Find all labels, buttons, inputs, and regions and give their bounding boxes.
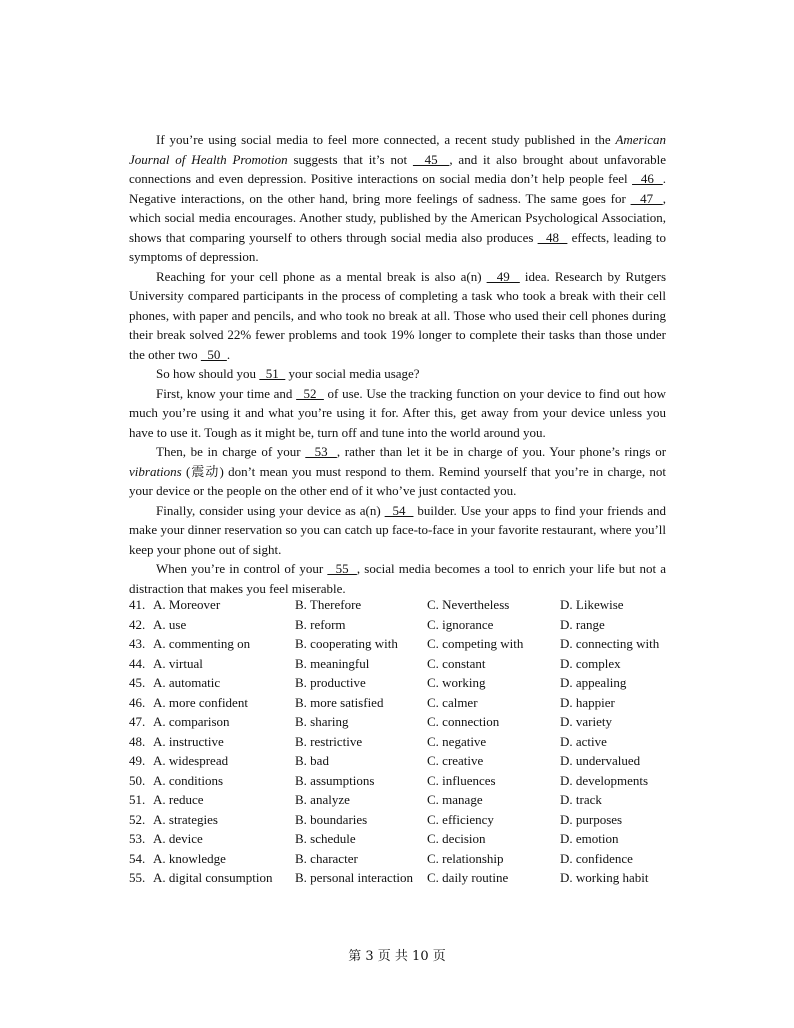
question-row bbox=[129, 732, 669, 752]
option-d: D. purposes bbox=[560, 811, 623, 827]
question-row bbox=[129, 790, 669, 810]
option-c: C. efficiency bbox=[427, 811, 494, 827]
option-a: A. widespread bbox=[153, 753, 229, 768]
blank-51: 51 bbox=[259, 366, 286, 381]
question-row bbox=[129, 771, 669, 791]
question-row bbox=[129, 595, 669, 615]
option-b: B. more satisfied bbox=[295, 694, 384, 710]
question-number: 50. bbox=[129, 772, 146, 788]
option-a: A. Moreover bbox=[153, 597, 221, 612]
question-row bbox=[129, 810, 669, 830]
option-a: A. automatic bbox=[153, 675, 221, 690]
option-a: A. reduce bbox=[153, 792, 204, 807]
question-number: 51. bbox=[129, 792, 146, 807]
paragraph-1: If you’re using social media to feel more connected, a recent study published in the American Journal of Health Promotion suggests that it’s not 45 , and it also brought about unfavorable connections and even depression. Positive interactions on social media don’t help people feel 46 . Negative interactions, on the other hand, bring more feelings of sadness. The same goes for 47 , which social media encourages. Another study, published by the American Psychological Association, shows that comparing yourself to others through social media also produces 48 effects, leading to symptoms of depression. bbox=[129, 132, 667, 264]
question-row bbox=[129, 615, 669, 635]
option-a: A. device bbox=[153, 831, 203, 846]
question-number: 54. bbox=[129, 850, 146, 866]
question-number: 45. bbox=[129, 675, 146, 690]
blank-49: 49 bbox=[486, 268, 520, 284]
question-number: 47. bbox=[129, 714, 146, 729]
cloze-passage bbox=[129, 130, 666, 598]
paragraph-7: When you’re in control of your 55 , social media becomes a tool to enrich your life but not a distraction that makes you feel miserable. bbox=[129, 561, 667, 596]
paragraph-2: Reaching for your cell phone as a mental break is also a(n) 49 idea. Research by Rutgers University compared participants in the process of completing a task who took a break with their cell phones, with paper and pencils, and who took no break at all. Those who used their cell phones during their break solved 22% fewer problems and took 19% longer to complete their tasks than those under the other two 50 . bbox=[129, 268, 666, 362]
question-number: 48. bbox=[129, 733, 146, 749]
paragraph-4: First, know your time and 52 of use. Use the tracking function on your device to find out how much you’re using it and what you’re using it for. After this, get away from your device unless you have to use it. Tough as it might be, turn off and tune into the world around you. bbox=[129, 385, 667, 440]
option-c: C. competing with bbox=[427, 636, 524, 651]
option-b: B. Therefore bbox=[295, 597, 362, 612]
question-row bbox=[129, 654, 669, 674]
question-row bbox=[129, 712, 669, 732]
blank-46: 46 bbox=[632, 171, 663, 186]
question-number: 49. bbox=[129, 753, 146, 768]
option-c: C. constant bbox=[427, 655, 486, 671]
option-c: C. calmer bbox=[427, 694, 478, 710]
paragraph-6: Finally, consider using your device as a(n) 54 builder. Use your apps to find your friends and make your dinner reservation so you can catch up face-to-face in your favorite restaurant, where you’ll keep your phone out of sight. bbox=[129, 502, 667, 557]
option-d: D. emotion bbox=[560, 831, 619, 846]
option-c: C. daily routine bbox=[427, 870, 509, 885]
blank-55: 55 bbox=[327, 561, 357, 576]
question-number: 53. bbox=[129, 831, 146, 846]
question-number: 44. bbox=[129, 655, 146, 671]
option-d: D. active bbox=[560, 733, 607, 749]
option-d: D. undervalued bbox=[560, 753, 641, 768]
option-b: B. productive bbox=[295, 675, 366, 690]
question-row bbox=[129, 849, 669, 869]
blank-48: 48 bbox=[537, 229, 568, 245]
option-b: B. sharing bbox=[295, 714, 349, 729]
question-row bbox=[129, 634, 669, 654]
question-row bbox=[129, 829, 669, 849]
option-b: B. restrictive bbox=[295, 733, 363, 749]
option-b: B. schedule bbox=[295, 831, 356, 846]
option-c: C. decision bbox=[427, 831, 486, 846]
option-a: A. conditions bbox=[153, 772, 224, 788]
blank-53: 53 bbox=[305, 444, 337, 459]
option-b: B. bad bbox=[295, 753, 329, 768]
option-c: C. working bbox=[427, 675, 486, 690]
page-footer: 第 3 页 共 10 页 bbox=[348, 949, 446, 964]
option-d: D. range bbox=[560, 616, 605, 632]
option-c: C. manage bbox=[427, 792, 483, 807]
option-a: A. digital consumption bbox=[153, 870, 273, 885]
option-a: A. commenting on bbox=[153, 636, 251, 651]
option-d: D. appealing bbox=[560, 675, 627, 690]
question-row bbox=[129, 693, 669, 713]
question-row bbox=[129, 868, 669, 888]
option-c: C. creative bbox=[427, 753, 484, 768]
option-a: A. strategies bbox=[153, 811, 218, 827]
option-c: C. Nevertheless bbox=[427, 597, 510, 612]
blank-45: 45 bbox=[412, 151, 450, 167]
option-d: D. Likewise bbox=[560, 597, 624, 612]
question-number: 46. bbox=[129, 694, 146, 710]
option-b: B. analyze bbox=[295, 792, 350, 807]
answer-options bbox=[129, 595, 669, 888]
vibrations-word: vibrations bbox=[129, 463, 182, 479]
paragraph-3: So how should you 51 your social media usage? bbox=[156, 366, 420, 381]
option-d: D. connecting with bbox=[560, 636, 660, 651]
option-c: C. negative bbox=[427, 733, 487, 749]
blank-54: 54 bbox=[384, 502, 414, 518]
option-a: A. instructive bbox=[153, 733, 224, 749]
blank-52: 52 bbox=[296, 385, 324, 401]
option-b: B. character bbox=[295, 850, 358, 866]
option-a: A. comparison bbox=[153, 714, 230, 729]
question-row bbox=[129, 751, 669, 771]
option-c: C. connection bbox=[427, 714, 500, 729]
option-c: C. influences bbox=[427, 772, 496, 788]
option-b: B. boundaries bbox=[295, 811, 368, 827]
paragraph-5: Then, be in charge of your 53 , rather than let it be in charge of you. Your phone’s rings or vibrations (震动) don’t mean you must respond to them. Remind yourself that you’re in charge, not your device or the people on the other end of it who’ve just contacted you. bbox=[129, 444, 667, 498]
option-a: A. virtual bbox=[153, 655, 203, 671]
option-d: D. developments bbox=[560, 772, 649, 788]
option-d: D. confidence bbox=[560, 850, 633, 866]
option-d: D. variety bbox=[560, 714, 612, 729]
option-a: A. use bbox=[153, 616, 187, 632]
question-number: 52. bbox=[129, 811, 146, 827]
question-number: 41. bbox=[129, 597, 146, 612]
option-d: D. working habit bbox=[560, 870, 649, 885]
question-row bbox=[129, 673, 669, 693]
blank-50: 50 bbox=[200, 346, 227, 362]
option-d: D. track bbox=[560, 792, 602, 807]
blank-47: 47 bbox=[630, 190, 663, 206]
option-d: D. happier bbox=[560, 694, 615, 710]
option-d: D. complex bbox=[560, 655, 621, 671]
journal-title: American Journal of Health Promotion bbox=[129, 132, 666, 167]
option-a: A. more confident bbox=[153, 694, 248, 710]
question-number: 55. bbox=[129, 870, 146, 885]
option-b: B. assumptions bbox=[295, 772, 375, 788]
option-c: C. ignorance bbox=[427, 616, 494, 632]
option-b: B. reform bbox=[295, 616, 346, 632]
option-b: B. meaningful bbox=[295, 655, 370, 671]
question-number: 42. bbox=[129, 616, 146, 632]
option-c: C. relationship bbox=[427, 850, 504, 866]
question-number: 43. bbox=[129, 636, 146, 651]
option-b: B. personal interaction bbox=[295, 870, 414, 885]
option-b: B. cooperating with bbox=[295, 636, 398, 651]
option-a: A. knowledge bbox=[153, 850, 226, 866]
